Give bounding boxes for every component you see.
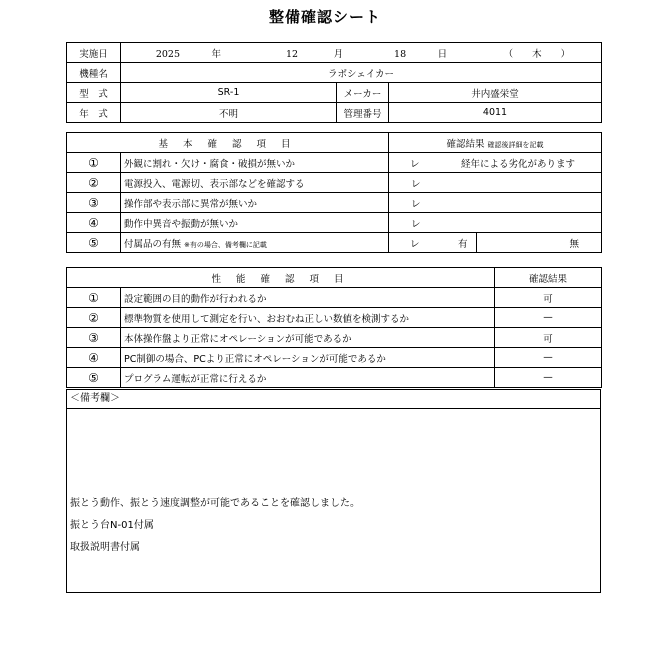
basic-result-header (389, 133, 602, 153)
perf-item-text: PC制御の場合、PCより正常にオペレーションが可能であるか (121, 348, 495, 368)
date-year: 2025 (155, 48, 180, 60)
remarks-header: ＜備考欄＞ (67, 390, 600, 409)
remarks-box (66, 389, 601, 593)
perf-item-text: 本体操作盤より正常にオペレーションが可能であるか (121, 328, 495, 348)
accessory-note: ※有の場合、備考欄に記載 (184, 240, 267, 249)
date-month-unit: 月 (333, 48, 344, 60)
basic-no: ① (67, 153, 121, 173)
date-year-unit: 年 (211, 48, 222, 60)
remarks-line: 取扱説明書付属 (70, 542, 140, 553)
date-month: 12 (285, 48, 299, 60)
accessory-label: 付属品の有無 (124, 238, 182, 250)
date-day: 18 (394, 48, 407, 60)
check-mark: レ (389, 193, 602, 213)
basic-no: ② (67, 173, 121, 193)
maker-label: メーカー (337, 83, 389, 103)
accessory-yes-cell (389, 233, 477, 253)
basic-result-note: 確認後詳細を記載 (487, 140, 544, 149)
check-mark: レ (410, 158, 420, 170)
basic-no: ③ (67, 193, 121, 213)
perf-result: 可 (495, 328, 602, 348)
remarks-line: 振とう動作、振とう速度調整が可能であることを確認しました。 (70, 498, 360, 509)
basic-item-text: 外観に割れ・欠け・腐食・破損が無いか (121, 153, 389, 173)
perf-result: — (495, 308, 602, 328)
year-model-value: 不明 (121, 103, 337, 123)
perf-item-text: 設定範囲の目的動作が行われるか (121, 288, 495, 308)
model-value: ラボシェイカー (121, 63, 602, 83)
maker-value: 井内盛栄堂 (389, 83, 602, 103)
basic-no: ⑤ (67, 233, 121, 253)
check-mark: レ (389, 213, 602, 233)
basic-header: 基 本 確 認 項 目 (67, 133, 389, 153)
basic-detail: 経年による劣化があります (461, 158, 576, 170)
type-value: SR-1 (121, 83, 337, 103)
perf-result: 可 (495, 288, 602, 308)
basic-result-title: 確認結果 (446, 138, 485, 150)
date-day-unit: 日 (437, 48, 448, 60)
mgmt-label: 管理番号 (337, 103, 389, 123)
mgmt-value: 4011 (389, 103, 602, 123)
perf-no: ④ (67, 348, 121, 368)
accessory-no: 無 (477, 233, 602, 253)
info-table (66, 42, 602, 123)
date-value (121, 43, 602, 63)
check-mark: レ (389, 173, 602, 193)
basic-no: ④ (67, 213, 121, 233)
basic-item-text: 動作中異音や振動が無いか (121, 213, 389, 233)
perf-item-text: プログラム運転が正常に行えるか (121, 368, 495, 388)
perf-result: — (495, 368, 602, 388)
date-weekday: （ 木 ） (503, 48, 571, 60)
basic-result (389, 153, 602, 173)
perf-result-header: 確認結果 (495, 268, 602, 288)
perf-no: ③ (67, 328, 121, 348)
page-title: 整備確認シート (268, 8, 381, 26)
remarks-line: 振とう台N-01付属 (70, 520, 154, 531)
perf-header: 性 能 確 認 項 目 (67, 268, 495, 288)
type-label: 型 式 (67, 83, 121, 103)
year-model-label: 年 式 (67, 103, 121, 123)
performance-check-table (66, 267, 602, 388)
accessory-yes: 有 (458, 238, 468, 250)
date-label: 実施日 (67, 43, 121, 63)
perf-item-text: 標準物質を使用して測定を行い、おおむね正しい数値を検測するか (121, 308, 495, 328)
basic-item-text: 電源投入、電源切、表示部などを確認する (121, 173, 389, 193)
basic-item-text (121, 233, 389, 253)
basic-item-text: 操作部や表示部に異常が無いか (121, 193, 389, 213)
check-mark: レ (410, 238, 420, 250)
perf-no: ② (67, 308, 121, 328)
model-label: 機種名 (67, 63, 121, 83)
basic-check-table (66, 132, 602, 253)
perf-result: — (495, 348, 602, 368)
perf-no: ① (67, 288, 121, 308)
perf-no: ⑤ (67, 368, 121, 388)
